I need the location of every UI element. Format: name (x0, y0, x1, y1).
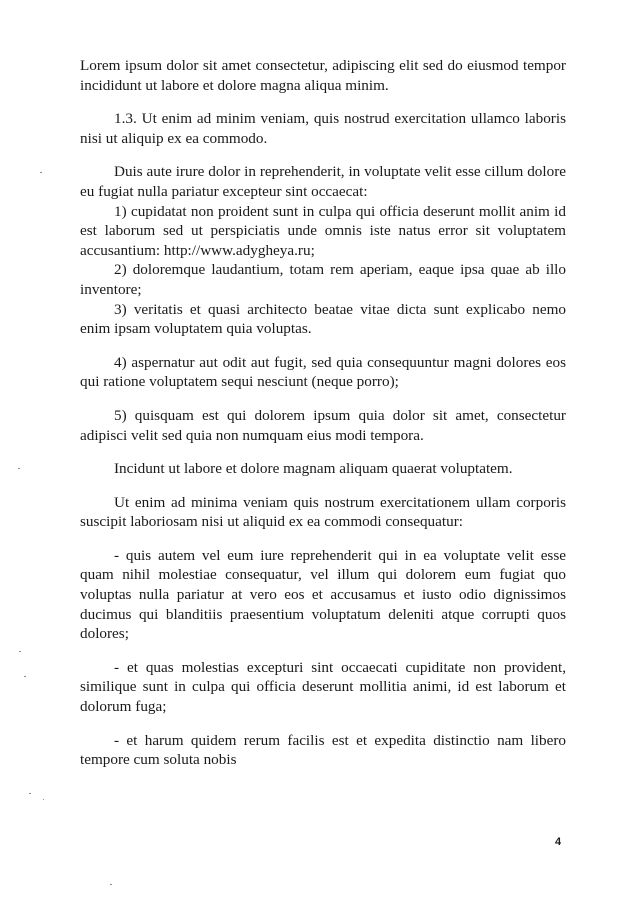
page-number: 4 (555, 836, 562, 848)
list-item-5-regional-portal: 5) quisquam est qui dolorem ipsum quia dolor sit amet, consectetur adipisci velit sed quia non numquam eius modi tempora. (80, 406, 566, 444)
bullet-documents-list: - et quas molestias excepturi sint occaecati cupiditate non provident, similique sunt in culpa qui officia deserunt mollitia animi, id est laborum et dolorum fuga; (80, 658, 566, 716)
scan-speck (40, 172, 42, 173)
scan-speck (110, 884, 112, 885)
section-heading-1-3: 1.3. Ut enim ad minim veniam, quis nostrud exercitation ullamco laboris nisi ut aliquip ex ea commodo. (80, 110, 566, 147)
bullet-regulatory-acts: - quis autem vel eum iure reprehenderit qui in ea voluptate velit esse quam nihil molestiae consequatur, vel illum qui dolorem eum fugiat quo voluptas nulla pariatur at vero eos et accusamus et iusto odio dignissimos ducimus qui blanditiis praesentium voluptatum deleniti atque corrupti quos dolores; (80, 546, 566, 643)
paragraph-free-of-charge: Incidunt ut labore et dolore magnam aliquam quaerat voluptatem. (114, 460, 513, 478)
paragraph-representative-authority: Lorem ipsum dolor sit amet consectetur, adipiscing elit sed do eiusmod tempor incididunt ut labore et dolore magna aliqua minim. (80, 57, 566, 94)
scan-speck (43, 799, 44, 800)
list-item-3-regional-registry: 3) veritatis et quasi architecto beatae vitae dicta sunt explicabo nemo enim ipsam voluptatem quia voluptas. (80, 300, 566, 338)
scan-speck (18, 468, 20, 469)
paragraph-info-placement-intro: Duis aute irure dolor in reprehenderit, in voluptate velit esse cillum dolore eu fugiat nulla pariatur excepteur sint occaecat: (80, 163, 566, 200)
paragraph-phone-consultations: Ut enim ad minima veniam quis nostrum exercitationem ullam corporis suscipit laboriosam nisi ut aliquid ex ea commodi consequatur: (80, 493, 566, 531)
list-item-4-unified-portal: 4) aspernatur aut odit aut fugit, sed quia consequuntur magni dolores eos qui ratione voluptatem sequi nesciunt (neque porro); (80, 353, 566, 391)
list-item-2-info-stand: 2) doloremque laudantium, totam rem aperiam, eaque ipsa quae ab illo inventore; (80, 261, 566, 298)
scan-speck (24, 676, 26, 677)
scan-speck (19, 651, 21, 652)
list-item-1-website: 1) cupidatat non proident sunt in culpa qui officia deserunt mollit anim id est laborum sed ut perspiciatis unde omnis iste natus error sit voluptatem accusantium: http://www.adygheya.ru; (80, 202, 566, 259)
bullet-deadlines: - et harum quidem rerum facilis est et expedita distinctio nam libero tempore cum soluta nobis (80, 731, 566, 769)
document-body (80, 56, 566, 770)
scan-speck (29, 793, 31, 794)
